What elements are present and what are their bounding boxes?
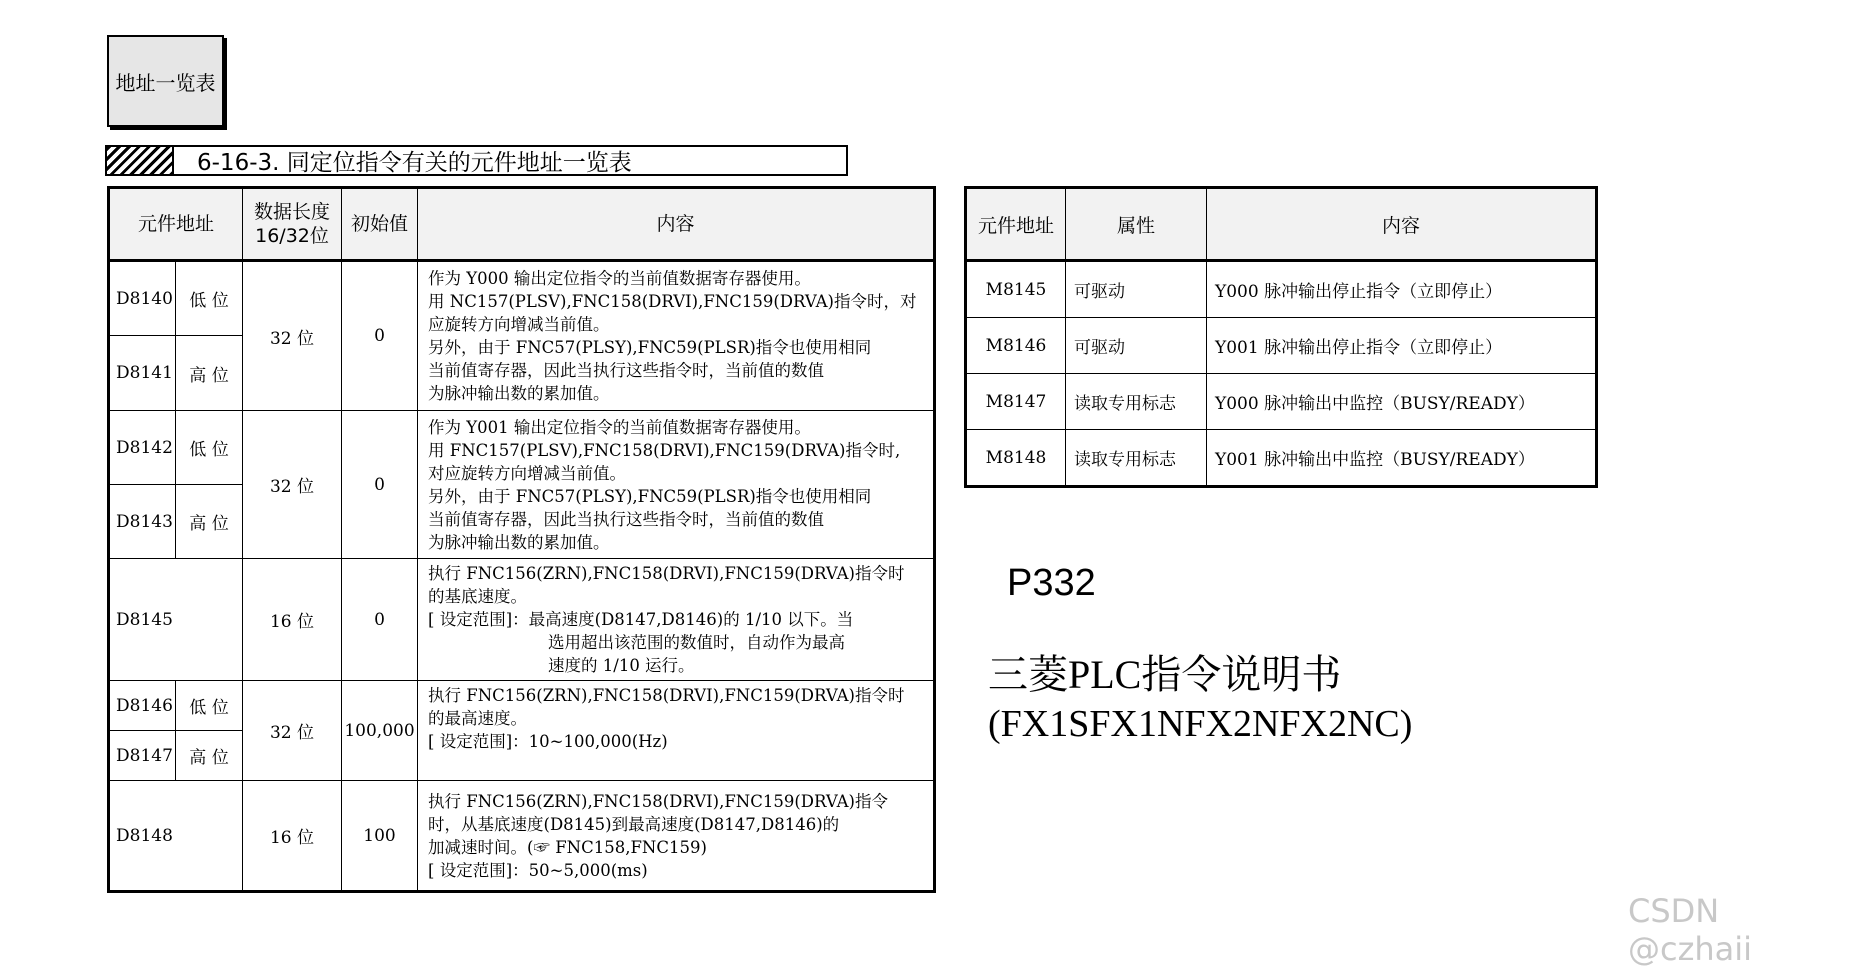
table-row [109, 411, 935, 485]
content-line: 选用超出该范围的数值时，自动作为最高 [548, 633, 846, 652]
address-list-badge: 地址一览表 [107, 35, 224, 127]
address-cell: M8145 [966, 261, 1066, 318]
content-line: 执行 FNC156(ZRN),FNC158(DRVI),FNC159(DRVA)指令 [428, 791, 888, 811]
page-number: P332 [1007, 562, 1096, 604]
content-line: 对应旋转方向增减当前值。 [428, 463, 627, 483]
header-content: 内容 [1207, 188, 1597, 261]
initial-cell: 100,000 [342, 681, 418, 781]
content-line: 当前值寄存器，因此当执行这些指令时，当前值的数值 [428, 361, 825, 380]
initial-cell: 100 [342, 781, 418, 892]
length-cell: 16 位 [243, 559, 342, 681]
header-address: 元件地址 [109, 188, 243, 261]
position-cell: 高 位 [176, 731, 243, 781]
attr-cell: 读取专用标志 [1066, 430, 1207, 487]
section-header [105, 145, 848, 176]
hatch-decoration [107, 147, 174, 174]
initial-cell: 0 [342, 261, 418, 411]
content-line: 加减速时间。(☞ FNC158,FNC159) [428, 837, 707, 857]
length-cell: 32 位 [243, 411, 342, 559]
table-header-row [966, 188, 1597, 261]
address-cell: D8140 [109, 261, 176, 336]
position-cell: 低 位 [176, 411, 243, 485]
manual-title: 三菱PLC指令说明书 [988, 652, 1342, 697]
content-line: 为脉冲输出数的累加值。 [428, 532, 610, 552]
position-cell: 高 位 [176, 336, 243, 411]
content-line: 用 NC157(PLSV),FNC158(DRVI),FNC159(DRVA)指令时，对 [428, 292, 917, 311]
content-cell [418, 261, 935, 411]
content-line: 应旋转方向增减当前值。 [428, 315, 610, 334]
manual-models: (FX1SFX1NFX2NFX2NC) [988, 703, 1413, 745]
content-line: 作为 Y000 输出定位指令的当前值数据寄存器使用。 [428, 269, 811, 288]
content-line: 的最高速度。 [428, 709, 528, 728]
table-row [109, 781, 935, 892]
content-cell [418, 681, 935, 781]
length-cell: 32 位 [243, 261, 342, 411]
content-line: 为脉冲输出数的累加值。 [428, 384, 610, 403]
address-cell: D8141 [109, 336, 176, 411]
address-cell: D8142 [109, 411, 176, 485]
content-cell [418, 411, 935, 559]
attr-cell: 读取专用标志 [1066, 374, 1207, 430]
content-line: [ 设定范围]：50~5,000(ms) [428, 860, 648, 880]
content-line: 时，从基底速度(D8145)到最高速度(D8147,D8146)的 [428, 814, 840, 834]
header-length: 数据长度 16/32位 [243, 188, 342, 261]
initial-cell: 0 [342, 411, 418, 559]
content-line: 执行 FNC156(ZRN),FNC158(DRVI),FNC159(DRVA)指令时 [428, 564, 905, 583]
content-line: [ 设定范围]：10~100,000(Hz) [428, 732, 668, 751]
address-cell: D8148 [109, 781, 243, 892]
table-row [109, 559, 935, 681]
device-address-table [107, 186, 936, 893]
content-cell [418, 559, 935, 681]
header-initial: 初始值 [342, 188, 418, 261]
content-line: 当前值寄存器，因此当执行这些指令时，当前值的数值 [428, 509, 825, 529]
initial-cell: 0 [342, 559, 418, 681]
table-row [966, 318, 1597, 374]
content-line: 执行 FNC156(ZRN),FNC158(DRVI),FNC159(DRVA)指令时 [428, 686, 905, 705]
position-cell: 低 位 [176, 681, 243, 731]
content-line: 另外，由于 FNC57(PLSY),FNC59(PLSR)指令也使用相同 [428, 338, 872, 357]
content-line: 用 FNC157(PLSV),FNC158(DRVI),FNC159(DRVA)指令时, [428, 440, 901, 460]
content-cell: Y001 脉冲输出中监控（BUSY/READY） [1207, 430, 1597, 487]
address-cell: M8147 [966, 374, 1066, 430]
table-row [109, 261, 935, 336]
content-cell: Y000 脉冲输出停止指令（立即停止） [1207, 261, 1597, 318]
address-cell: D8145 [109, 559, 243, 681]
content-line: [ 设定范围]：最高速度(D8147,D8146)的 1/10 以下。当 [428, 610, 854, 629]
attr-cell: 可驱动 [1066, 318, 1207, 374]
table-row [966, 374, 1597, 430]
header-attr: 属性 [1066, 188, 1207, 261]
flag-address-table [964, 186, 1598, 488]
content-line: 作为 Y001 输出定位指令的当前值数据寄存器使用。 [428, 417, 811, 437]
address-cell: D8143 [109, 485, 176, 559]
content-cell: Y000 脉冲输出中监控（BUSY/READY） [1207, 374, 1597, 430]
length-cell: 16 位 [243, 781, 342, 892]
attr-cell: 可驱动 [1066, 261, 1207, 318]
content-line: 速度的 1/10 运行。 [548, 656, 695, 675]
address-cell: M8146 [966, 318, 1066, 374]
position-cell: 低 位 [176, 261, 243, 336]
table-header-row [109, 188, 935, 261]
position-cell: 高 位 [176, 485, 243, 559]
address-cell: D8147 [109, 731, 176, 781]
length-cell: 32 位 [243, 681, 342, 781]
table-row [109, 681, 935, 731]
content-cell: Y001 脉冲输出停止指令（立即停止） [1207, 318, 1597, 374]
header-content: 内容 [418, 188, 935, 261]
address-cell: M8148 [966, 430, 1066, 487]
content-cell [418, 781, 935, 892]
address-cell: D8146 [109, 681, 176, 731]
table-row [966, 430, 1597, 487]
watermark: CSDN @czhaii [1628, 892, 1753, 968]
content-line: 另外，由于 FNC57(PLSY),FNC59(PLSR)指令也使用相同 [428, 486, 872, 506]
table-row [966, 261, 1597, 318]
section-title: 6-16-3. 同定位指令有关的元件地址一览表 [197, 150, 632, 176]
header-address: 元件地址 [966, 188, 1066, 261]
content-line: 的基底速度。 [428, 587, 528, 606]
